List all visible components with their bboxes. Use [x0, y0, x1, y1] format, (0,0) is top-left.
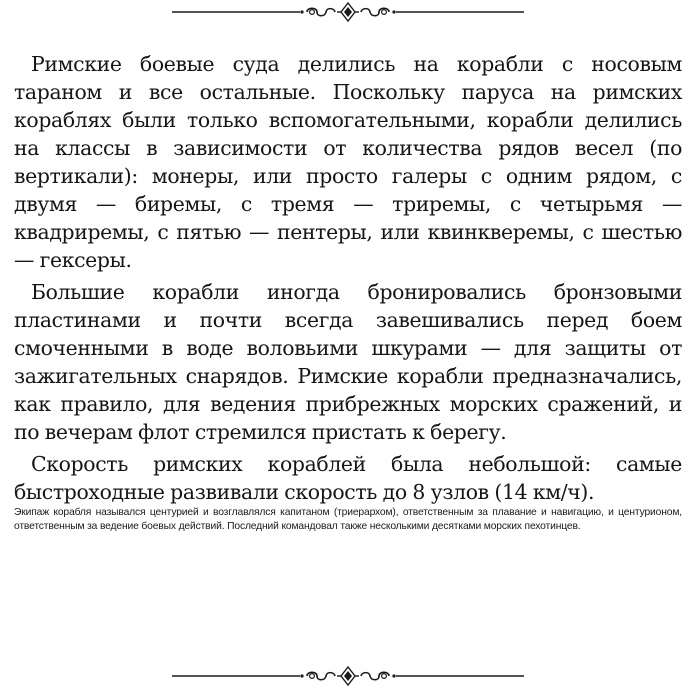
paragraph: Скорость римских кораблей была небольшой: самые быстроходные развивали скорость до 8 узлов (14 км/ч).: [14, 452, 682, 504]
fleuron-divider-icon: [0, 666, 696, 686]
footnote: Экипаж корабля назывался центурией и возглавлялся капитаном (триерархом), ответственным за плавание и навигацию, и центурионом, ответственным за ведение боевых действий. Последний командовал также несколькими десятками морских пехотинцев.: [14, 507, 682, 532]
page-body: [14, 50, 682, 534]
bottom-ornament: [0, 666, 696, 686]
paragraph: Римские боевые суда делились на корабли с носовым тараном и все остальные. Поскольку паруса на римских кораблях были только вспомогательными, корабли делились на классы в зависимости от количества рядов весел (по вертикали): монеры, или просто галеры с одним рядом, с двумя — биремы, с тремя — триремы, с четырьмя — квадриремы, с пятью — пентеры, или квинкверемы, с шестью — гексеры.: [14, 52, 682, 272]
top-ornament: [0, 2, 696, 22]
fleuron-divider-icon: [0, 2, 696, 22]
paragraph: Большие корабли иногда бронировались бронзовыми пластинами и почти всегда завешивались перед боем смоченными в воде воловьими шкурами — для защиты от зажигательных снарядов. Римские корабли предназначались, как правило, для ведения прибрежных морских сражений, и по вечерам флот стремился пристать к берегу.: [14, 280, 682, 444]
